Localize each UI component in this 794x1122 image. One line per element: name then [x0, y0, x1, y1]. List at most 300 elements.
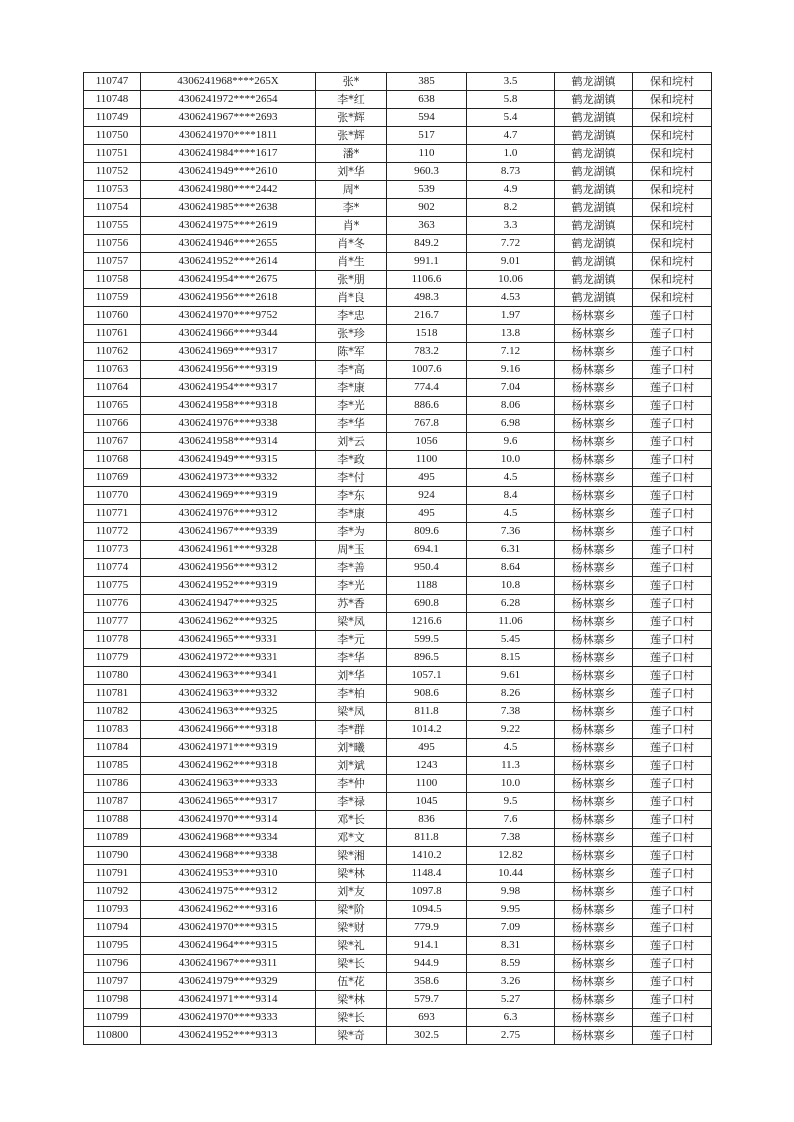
village-cell: 莲子口村 [633, 343, 712, 361]
village-cell: 保和垸村 [633, 235, 712, 253]
id-card-cell: 4306241963****9333 [141, 775, 316, 793]
table-row [84, 271, 712, 289]
village-cell: 莲子口村 [633, 361, 712, 379]
village-cell: 莲子口村 [633, 433, 712, 451]
table-row [84, 415, 712, 433]
table-row [84, 145, 712, 163]
name-cell: 刘*华 [316, 163, 387, 181]
amount-cell: 9.61 [467, 667, 555, 685]
table-row [84, 379, 712, 397]
village-cell: 莲子口村 [633, 955, 712, 973]
name-cell: 梁*长 [316, 1009, 387, 1027]
town-cell: 杨林寨乡 [555, 523, 633, 541]
area-cell: 498.3 [387, 289, 467, 307]
village-cell: 莲子口村 [633, 757, 712, 775]
id-card-cell: 4306241971****9319 [141, 739, 316, 757]
village-cell: 保和垸村 [633, 109, 712, 127]
town-cell: 杨林寨乡 [555, 865, 633, 883]
town-cell: 杨林寨乡 [555, 793, 633, 811]
table-row [84, 847, 712, 865]
town-cell: 杨林寨乡 [555, 451, 633, 469]
amount-cell: 6.3 [467, 1009, 555, 1027]
id-card-cell: 4306241962****9316 [141, 901, 316, 919]
area-cell: 694.1 [387, 541, 467, 559]
amount-cell: 8.26 [467, 685, 555, 703]
village-cell: 莲子口村 [633, 577, 712, 595]
village-cell: 保和垸村 [633, 163, 712, 181]
name-cell: 李*康 [316, 379, 387, 397]
village-cell: 莲子口村 [633, 595, 712, 613]
town-cell: 鹤龙湖镇 [555, 235, 633, 253]
amount-cell: 8.64 [467, 559, 555, 577]
name-cell: 李*元 [316, 631, 387, 649]
name-cell: 李*仲 [316, 775, 387, 793]
name-cell: 李*政 [316, 451, 387, 469]
id-card-cell: 4306241961****9328 [141, 541, 316, 559]
name-cell: 梁*阶 [316, 901, 387, 919]
town-cell: 杨林寨乡 [555, 325, 633, 343]
town-cell: 鹤龙湖镇 [555, 145, 633, 163]
town-cell: 鹤龙湖镇 [555, 217, 633, 235]
serial-number-cell: 110784 [84, 739, 141, 757]
name-cell: 肖*生 [316, 253, 387, 271]
table-row [84, 739, 712, 757]
village-cell: 保和垸村 [633, 127, 712, 145]
area-cell: 594 [387, 109, 467, 127]
area-cell: 1045 [387, 793, 467, 811]
village-cell: 莲子口村 [633, 541, 712, 559]
area-cell: 809.6 [387, 523, 467, 541]
amount-cell: 6.98 [467, 415, 555, 433]
id-card-cell: 4306241966****9344 [141, 325, 316, 343]
area-cell: 495 [387, 469, 467, 487]
town-cell: 杨林寨乡 [555, 415, 633, 433]
serial-number-cell: 110771 [84, 505, 141, 523]
amount-cell: 5.4 [467, 109, 555, 127]
area-cell: 495 [387, 505, 467, 523]
village-cell: 保和垸村 [633, 145, 712, 163]
id-card-cell: 4306241984****1617 [141, 145, 316, 163]
name-cell: 李*华 [316, 415, 387, 433]
table-row [84, 757, 712, 775]
village-cell: 莲子口村 [633, 685, 712, 703]
table-row [84, 667, 712, 685]
amount-cell: 4.5 [467, 469, 555, 487]
amount-cell: 7.04 [467, 379, 555, 397]
village-cell: 保和垸村 [633, 289, 712, 307]
table-row [84, 775, 712, 793]
table-row [84, 325, 712, 343]
serial-number-cell: 110759 [84, 289, 141, 307]
id-card-cell: 4306241968****9334 [141, 829, 316, 847]
id-card-cell: 4306241967****9311 [141, 955, 316, 973]
serial-number-cell: 110752 [84, 163, 141, 181]
table-row [84, 829, 712, 847]
amount-cell: 6.28 [467, 595, 555, 613]
area-cell: 1188 [387, 577, 467, 595]
name-cell: 张*辉 [316, 127, 387, 145]
table-row [84, 595, 712, 613]
amount-cell: 5.45 [467, 631, 555, 649]
serial-number-cell: 110772 [84, 523, 141, 541]
id-card-cell: 4306241962****9325 [141, 613, 316, 631]
town-cell: 杨林寨乡 [555, 379, 633, 397]
name-cell: 李*忠 [316, 307, 387, 325]
id-card-cell: 4306241976****9338 [141, 415, 316, 433]
village-cell: 莲子口村 [633, 847, 712, 865]
town-cell: 鹤龙湖镇 [555, 253, 633, 271]
name-cell: 梁*林 [316, 991, 387, 1009]
area-cell: 1243 [387, 757, 467, 775]
serial-number-cell: 110773 [84, 541, 141, 559]
village-cell: 莲子口村 [633, 451, 712, 469]
amount-cell: 11.06 [467, 613, 555, 631]
amount-cell: 4.7 [467, 127, 555, 145]
serial-number-cell: 110780 [84, 667, 141, 685]
amount-cell: 9.98 [467, 883, 555, 901]
town-cell: 杨林寨乡 [555, 721, 633, 739]
table-row [84, 955, 712, 973]
serial-number-cell: 110770 [84, 487, 141, 505]
area-cell: 110 [387, 145, 467, 163]
area-cell: 836 [387, 811, 467, 829]
town-cell: 鹤龙湖镇 [555, 73, 633, 91]
name-cell: 周*玉 [316, 541, 387, 559]
village-cell: 莲子口村 [633, 307, 712, 325]
serial-number-cell: 110777 [84, 613, 141, 631]
area-cell: 960.3 [387, 163, 467, 181]
id-card-cell: 4306241985****2638 [141, 199, 316, 217]
amount-cell: 7.36 [467, 523, 555, 541]
town-cell: 杨林寨乡 [555, 343, 633, 361]
town-cell: 鹤龙湖镇 [555, 109, 633, 127]
town-cell: 杨林寨乡 [555, 595, 633, 613]
area-cell: 358.6 [387, 973, 467, 991]
serial-number-cell: 110751 [84, 145, 141, 163]
area-cell: 638 [387, 91, 467, 109]
town-cell: 杨林寨乡 [555, 631, 633, 649]
id-card-cell: 4306241949****9315 [141, 451, 316, 469]
town-cell: 鹤龙湖镇 [555, 181, 633, 199]
area-cell: 1014.2 [387, 721, 467, 739]
id-card-cell: 4306241975****9312 [141, 883, 316, 901]
id-card-cell: 4306241970****9333 [141, 1009, 316, 1027]
town-cell: 鹤龙湖镇 [555, 91, 633, 109]
area-cell: 924 [387, 487, 467, 505]
amount-cell: 7.38 [467, 829, 555, 847]
serial-number-cell: 110769 [84, 469, 141, 487]
area-cell: 1100 [387, 451, 467, 469]
town-cell: 杨林寨乡 [555, 667, 633, 685]
name-cell: 李*东 [316, 487, 387, 505]
serial-number-cell: 110753 [84, 181, 141, 199]
town-cell: 杨林寨乡 [555, 811, 633, 829]
amount-cell: 8.59 [467, 955, 555, 973]
table-row [84, 901, 712, 919]
id-card-cell: 4306241972****9331 [141, 649, 316, 667]
name-cell: 梁*凤 [316, 703, 387, 721]
town-cell: 鹤龙湖镇 [555, 289, 633, 307]
id-card-cell: 4306241966****9318 [141, 721, 316, 739]
name-cell: 梁*礼 [316, 937, 387, 955]
name-cell: 李*善 [316, 559, 387, 577]
serial-number-cell: 110774 [84, 559, 141, 577]
amount-cell: 8.06 [467, 397, 555, 415]
town-cell: 杨林寨乡 [555, 541, 633, 559]
area-cell: 539 [387, 181, 467, 199]
name-cell: 梁*长 [316, 955, 387, 973]
name-cell: 张*朋 [316, 271, 387, 289]
id-card-cell: 4306241963****9325 [141, 703, 316, 721]
amount-cell: 4.5 [467, 739, 555, 757]
serial-number-cell: 110749 [84, 109, 141, 127]
id-card-cell: 4306241965****9331 [141, 631, 316, 649]
id-card-cell: 4306241946****2655 [141, 235, 316, 253]
town-cell: 杨林寨乡 [555, 577, 633, 595]
amount-cell: 2.75 [467, 1027, 555, 1045]
amount-cell: 9.6 [467, 433, 555, 451]
id-card-cell: 4306241970****9315 [141, 919, 316, 937]
serial-number-cell: 110785 [84, 757, 141, 775]
id-card-cell: 4306241971****9314 [141, 991, 316, 1009]
name-cell: 刘*华 [316, 667, 387, 685]
serial-number-cell: 110796 [84, 955, 141, 973]
town-cell: 杨林寨乡 [555, 883, 633, 901]
table-row [84, 1027, 712, 1045]
amount-cell: 7.72 [467, 235, 555, 253]
serial-number-cell: 110761 [84, 325, 141, 343]
serial-number-cell: 110768 [84, 451, 141, 469]
table-row [84, 451, 712, 469]
name-cell: 苏*香 [316, 595, 387, 613]
area-cell: 902 [387, 199, 467, 217]
town-cell: 杨林寨乡 [555, 703, 633, 721]
amount-cell: 8.4 [467, 487, 555, 505]
name-cell: 张* [316, 73, 387, 91]
village-cell: 保和垸村 [633, 73, 712, 91]
name-cell: 李*康 [316, 505, 387, 523]
amount-cell: 7.09 [467, 919, 555, 937]
name-cell: 陈*军 [316, 343, 387, 361]
area-cell: 1007.6 [387, 361, 467, 379]
name-cell: 伍*花 [316, 973, 387, 991]
table-row [84, 811, 712, 829]
town-cell: 鹤龙湖镇 [555, 127, 633, 145]
name-cell: 肖*良 [316, 289, 387, 307]
town-cell: 杨林寨乡 [555, 1027, 633, 1045]
town-cell: 鹤龙湖镇 [555, 163, 633, 181]
area-cell: 811.8 [387, 829, 467, 847]
name-cell: 李*为 [316, 523, 387, 541]
amount-cell: 9.01 [467, 253, 555, 271]
town-cell: 杨林寨乡 [555, 433, 633, 451]
serial-number-cell: 110776 [84, 595, 141, 613]
village-cell: 莲子口村 [633, 883, 712, 901]
name-cell: 李*柏 [316, 685, 387, 703]
amount-cell: 5.27 [467, 991, 555, 1009]
serial-number-cell: 110783 [84, 721, 141, 739]
amount-cell: 8.2 [467, 199, 555, 217]
id-card-cell: 4306241972****2654 [141, 91, 316, 109]
name-cell: 邓*长 [316, 811, 387, 829]
id-card-cell: 4306241952****2614 [141, 253, 316, 271]
town-cell: 杨林寨乡 [555, 613, 633, 631]
serial-number-cell: 110760 [84, 307, 141, 325]
table-row [84, 217, 712, 235]
name-cell: 李*禄 [316, 793, 387, 811]
village-cell: 保和垸村 [633, 181, 712, 199]
town-cell: 杨林寨乡 [555, 487, 633, 505]
table-row [84, 235, 712, 253]
id-card-cell: 4306241970****9752 [141, 307, 316, 325]
serial-number-cell: 110762 [84, 343, 141, 361]
village-cell: 莲子口村 [633, 991, 712, 1009]
table-row [84, 307, 712, 325]
id-card-cell: 4306241973****9332 [141, 469, 316, 487]
area-cell: 517 [387, 127, 467, 145]
id-card-cell: 4306241970****1811 [141, 127, 316, 145]
id-card-cell: 4306241956****9319 [141, 361, 316, 379]
area-cell: 1097.8 [387, 883, 467, 901]
id-card-cell: 4306241975****2619 [141, 217, 316, 235]
area-cell: 1056 [387, 433, 467, 451]
name-cell: 刘*友 [316, 883, 387, 901]
area-cell: 693 [387, 1009, 467, 1027]
table-row [84, 109, 712, 127]
id-card-cell: 4306241952****9319 [141, 577, 316, 595]
table-row [84, 991, 712, 1009]
id-card-cell: 4306241953****9310 [141, 865, 316, 883]
area-cell: 991.1 [387, 253, 467, 271]
amount-cell: 3.5 [467, 73, 555, 91]
serial-number-cell: 110779 [84, 649, 141, 667]
serial-number-cell: 110765 [84, 397, 141, 415]
village-cell: 莲子口村 [633, 721, 712, 739]
name-cell: 张*辉 [316, 109, 387, 127]
table-row [84, 505, 712, 523]
name-cell: 周* [316, 181, 387, 199]
name-cell: 肖*冬 [316, 235, 387, 253]
area-cell: 950.4 [387, 559, 467, 577]
table-row [84, 793, 712, 811]
town-cell: 杨林寨乡 [555, 649, 633, 667]
town-cell: 杨林寨乡 [555, 991, 633, 1009]
area-cell: 302.5 [387, 1027, 467, 1045]
amount-cell: 6.31 [467, 541, 555, 559]
name-cell: 刘*云 [316, 433, 387, 451]
amount-cell: 4.9 [467, 181, 555, 199]
id-card-cell: 4306241963****9341 [141, 667, 316, 685]
table-row [84, 253, 712, 271]
village-cell: 保和垸村 [633, 217, 712, 235]
village-cell: 保和垸村 [633, 271, 712, 289]
id-card-cell: 4306241970****9314 [141, 811, 316, 829]
town-cell: 杨林寨乡 [555, 973, 633, 991]
area-cell: 1216.6 [387, 613, 467, 631]
town-cell: 杨林寨乡 [555, 901, 633, 919]
area-cell: 690.8 [387, 595, 467, 613]
serial-number-cell: 110797 [84, 973, 141, 991]
area-cell: 1106.6 [387, 271, 467, 289]
town-cell: 杨林寨乡 [555, 469, 633, 487]
id-card-cell: 4306241949****2610 [141, 163, 316, 181]
table-row [84, 703, 712, 721]
amount-cell: 1.97 [467, 307, 555, 325]
serial-number-cell: 110748 [84, 91, 141, 109]
area-cell: 579.7 [387, 991, 467, 1009]
serial-number-cell: 110788 [84, 811, 141, 829]
village-cell: 莲子口村 [633, 703, 712, 721]
table-row [84, 631, 712, 649]
id-card-cell: 4306241967****2693 [141, 109, 316, 127]
area-cell: 1100 [387, 775, 467, 793]
amount-cell: 3.26 [467, 973, 555, 991]
town-cell: 杨林寨乡 [555, 307, 633, 325]
id-card-cell: 4306241954****9317 [141, 379, 316, 397]
serial-number-cell: 110795 [84, 937, 141, 955]
serial-number-cell: 110763 [84, 361, 141, 379]
town-cell: 鹤龙湖镇 [555, 199, 633, 217]
table-row [84, 649, 712, 667]
id-card-cell: 4306241979****9329 [141, 973, 316, 991]
town-cell: 杨林寨乡 [555, 361, 633, 379]
serial-number-cell: 110792 [84, 883, 141, 901]
village-cell: 莲子口村 [633, 487, 712, 505]
area-cell: 779.9 [387, 919, 467, 937]
serial-number-cell: 110755 [84, 217, 141, 235]
village-cell: 莲子口村 [633, 1009, 712, 1027]
table-row [84, 73, 712, 91]
id-card-cell: 4306241967****9339 [141, 523, 316, 541]
table-row [84, 199, 712, 217]
village-cell: 莲子口村 [633, 469, 712, 487]
id-card-cell: 4306241980****2442 [141, 181, 316, 199]
village-cell: 莲子口村 [633, 379, 712, 397]
serial-number-cell: 110754 [84, 199, 141, 217]
name-cell: 梁*湘 [316, 847, 387, 865]
village-cell: 莲子口村 [633, 397, 712, 415]
name-cell: 梁*财 [316, 919, 387, 937]
id-card-cell: 4306241965****9317 [141, 793, 316, 811]
name-cell: 李*红 [316, 91, 387, 109]
name-cell: 刘*曦 [316, 739, 387, 757]
town-cell: 杨林寨乡 [555, 829, 633, 847]
id-card-cell: 4306241956****2618 [141, 289, 316, 307]
name-cell: 梁*林 [316, 865, 387, 883]
village-cell: 莲子口村 [633, 505, 712, 523]
table-row [84, 343, 712, 361]
name-cell: 肖* [316, 217, 387, 235]
amount-cell: 9.95 [467, 901, 555, 919]
serial-number-cell: 110750 [84, 127, 141, 145]
area-cell: 767.8 [387, 415, 467, 433]
name-cell: 刘*斌 [316, 757, 387, 775]
area-cell: 216.7 [387, 307, 467, 325]
village-cell: 莲子口村 [633, 631, 712, 649]
town-cell: 杨林寨乡 [555, 775, 633, 793]
table-row [84, 163, 712, 181]
amount-cell: 10.0 [467, 451, 555, 469]
table-row [84, 289, 712, 307]
serial-number-cell: 110766 [84, 415, 141, 433]
table-row [84, 361, 712, 379]
serial-number-cell: 110793 [84, 901, 141, 919]
serial-number-cell: 110781 [84, 685, 141, 703]
area-cell: 363 [387, 217, 467, 235]
village-cell: 莲子口村 [633, 865, 712, 883]
amount-cell: 8.73 [467, 163, 555, 181]
serial-number-cell: 110764 [84, 379, 141, 397]
